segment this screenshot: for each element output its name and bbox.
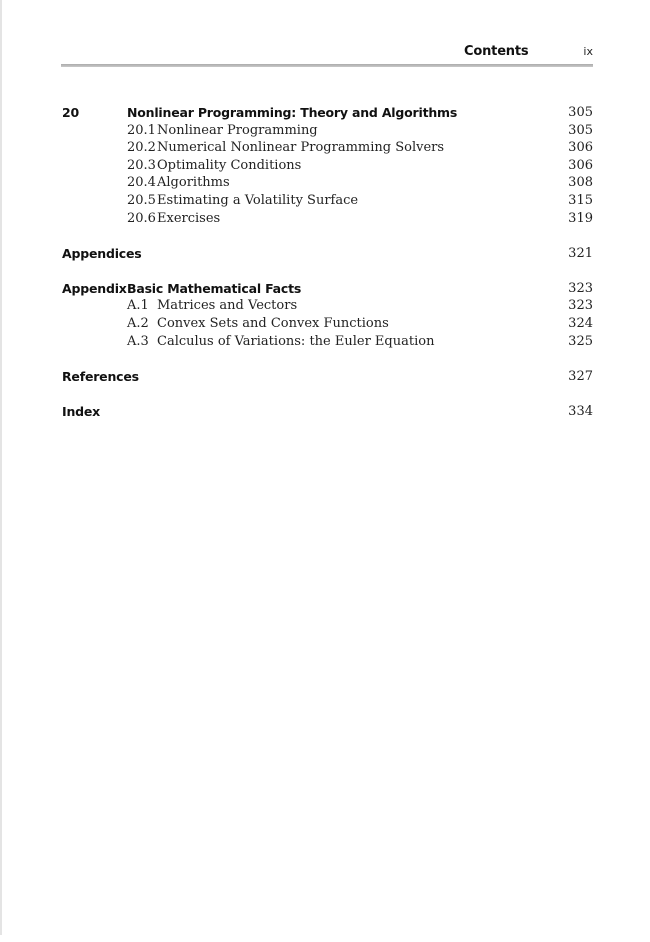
toc-row-page-number: 324 — [568, 315, 593, 331]
toc-row — [0, 210, 650, 228]
toc-row-page-number: 325 — [568, 333, 593, 349]
toc-row-page-number: 327 — [568, 368, 593, 384]
toc-row-label: Index — [62, 403, 101, 419]
toc-list — [0, 104, 650, 420]
toc-row-title: Optimality Conditions — [157, 157, 302, 173]
toc-row-title: Numerical Nonlinear Programming Solvers — [157, 140, 445, 156]
toc-row-number-or-title: Nonlinear Programming: Theory and Algorithms — [127, 105, 458, 120]
toc-row — [0, 104, 650, 122]
toc-row-page-number: 323 — [568, 280, 593, 296]
toc-row-number-or-title: 20.1 — [127, 122, 156, 138]
toc-row-number-or-title: 20.5 — [127, 192, 156, 208]
toc-row-page-number: 323 — [568, 298, 593, 314]
toc-row-page-number: 305 — [568, 105, 593, 120]
toc-row-number-or-title: 20.2 — [127, 140, 156, 156]
toc-row — [0, 297, 650, 315]
toc-row-title: Estimating a Volatility Surface — [157, 192, 359, 208]
toc-row-page-number: 334 — [568, 403, 593, 419]
toc-row — [0, 139, 650, 157]
toc-row-title: Exercises — [157, 210, 221, 226]
toc-row-title: Matrices and Vectors — [157, 298, 298, 314]
toc-row — [0, 315, 650, 333]
toc-row — [0, 403, 650, 421]
toc-row-page-number: 308 — [568, 175, 593, 191]
toc-row-page-number: 306 — [568, 140, 593, 156]
toc-row-label: 20 — [62, 105, 79, 120]
toc-row-page-number: 319 — [568, 210, 593, 226]
toc-row-number-or-title: A.2 — [127, 315, 149, 331]
toc-row-number-or-title: 20.4 — [127, 175, 156, 191]
toc-row-number-or-title: A.3 — [127, 333, 149, 349]
toc-row-title: Convex Sets and Convex Functions — [157, 315, 389, 331]
toc-row — [0, 122, 650, 140]
toc-row-page-number: 321 — [568, 245, 593, 261]
toc-row-number-or-title: Basic Mathematical Facts — [127, 280, 302, 296]
toc-row-number-or-title: 20.3 — [127, 157, 156, 173]
running-header-page-number: ix — [583, 45, 593, 58]
toc-row-page-number: 306 — [568, 157, 593, 173]
toc-row-title: Calculus of Variations: the Euler Equation — [157, 333, 435, 349]
toc-row-label: References — [62, 368, 139, 384]
toc-row — [0, 157, 650, 175]
toc-row — [0, 368, 650, 386]
toc-row-number-or-title: A.1 — [127, 298, 149, 314]
toc-row-title: Algorithms — [157, 175, 230, 191]
toc-row-page-number: 315 — [568, 192, 593, 208]
toc-row — [0, 192, 650, 210]
toc-row — [0, 245, 650, 263]
toc-row — [0, 174, 650, 192]
toc-row-title: Nonlinear Programming — [157, 122, 318, 138]
header-rule — [61, 64, 593, 67]
running-header-title: Contents — [464, 44, 529, 59]
toc-row — [0, 333, 650, 351]
toc-row-label: Appendices — [62, 245, 142, 261]
toc-row-page-number: 305 — [568, 122, 593, 138]
running-header — [464, 44, 593, 59]
toc-row — [0, 280, 650, 298]
toc-row-label: Appendix — [62, 280, 127, 296]
toc-row-number-or-title: 20.6 — [127, 210, 156, 226]
